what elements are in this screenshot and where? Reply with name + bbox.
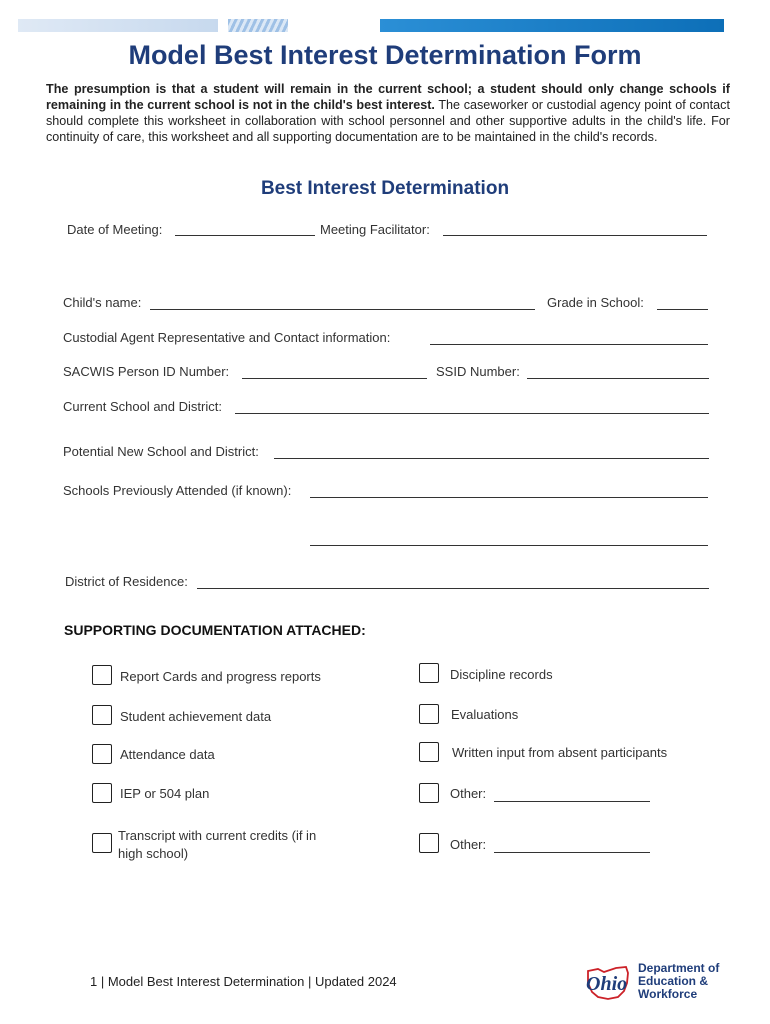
- grade-in-school-field[interactable]: [657, 309, 708, 310]
- ohio-wordmark: Ohio: [586, 973, 628, 995]
- district-residence-field[interactable]: [197, 588, 709, 589]
- logo-line-1: Department of: [638, 961, 720, 975]
- current-school-field[interactable]: [235, 413, 709, 414]
- iep-504-checkbox[interactable]: [92, 783, 112, 803]
- meeting-facilitator-label: Meeting Facilitator:: [320, 222, 430, 237]
- written-input-label: Written input from absent participants: [452, 745, 668, 760]
- intro-text: The caseworker or custodial agency point of contact should complete this worksheet in collaboration with school personnel and other supportive adults in the child's life. For continuity of care, this worksheet and all supporting documentation are to be maintained in the child's records.: [46, 98, 730, 144]
- transcript-label: Transcript with current credits (if in high school): [118, 828, 317, 861]
- evaluations-checkbox[interactable]: [419, 704, 439, 724]
- achievement-data-label: Student achievement data: [120, 709, 272, 724]
- header-bar-left: [18, 19, 218, 32]
- other-2-label: Other:: [450, 837, 487, 852]
- potential-school-field[interactable]: [274, 458, 709, 459]
- custodial-agent-label: Custodial Agent Representative and Contact information:: [63, 330, 391, 345]
- schools-previously-field[interactable]: [310, 497, 708, 498]
- transcript-checkbox[interactable]: [92, 833, 112, 853]
- written-input-checkbox[interactable]: [419, 742, 439, 762]
- intro-bold-text: The presumption is that a student will remain in the current school; a student should only change schools if remaining in the current school is not in the child's best interest.: [46, 82, 730, 112]
- report-cards-label: Report Cards and progress reports: [120, 669, 321, 684]
- district-residence-label: District of Residence:: [65, 574, 188, 589]
- achievement-data-checkbox[interactable]: [92, 705, 112, 725]
- meeting-facilitator-field[interactable]: [443, 235, 707, 236]
- discipline-records-checkbox[interactable]: [419, 663, 439, 683]
- sacwis-id-field[interactable]: [242, 378, 427, 379]
- schools-previously-label: Schools Previously Attended (if known):: [63, 483, 292, 498]
- intro-paragraph: [46, 81, 730, 145]
- ssid-number-label: SSID Number:: [436, 364, 520, 379]
- attendance-data-checkbox[interactable]: [92, 744, 112, 764]
- ohio-dew-logo: [582, 959, 732, 1005]
- childs-name-field[interactable]: [150, 309, 535, 310]
- ohio-state-icon: [582, 959, 638, 1005]
- header-bar-pattern: [228, 19, 288, 32]
- grade-in-school-label: Grade in School:: [547, 295, 644, 310]
- other-1-label: Other:: [450, 786, 487, 801]
- other-2-field[interactable]: [494, 852, 650, 853]
- supporting-docs-heading: SUPPORTING DOCUMENTATION ATTACHED:: [64, 622, 366, 638]
- report-cards-checkbox[interactable]: [92, 665, 112, 685]
- date-of-meeting-field[interactable]: [175, 235, 315, 236]
- page-footer: 1 | Model Best Interest Determination | Updated 2024: [90, 974, 397, 989]
- header-bar-right: [380, 19, 724, 32]
- evaluations-label: Evaluations: [451, 707, 519, 722]
- iep-504-label: IEP or 504 plan: [120, 786, 210, 801]
- schools-previously-field-2[interactable]: [310, 545, 708, 546]
- logo-line-3: Workforce: [638, 987, 698, 1001]
- potential-school-label: Potential New School and District:: [63, 444, 259, 459]
- discipline-records-label: Discipline records: [450, 667, 553, 682]
- ssid-number-field[interactable]: [527, 378, 709, 379]
- logo-line-2: Education &: [638, 974, 709, 988]
- current-school-label: Current School and District:: [63, 399, 222, 414]
- sacwis-id-label: SACWIS Person ID Number:: [63, 364, 230, 379]
- other-1-checkbox[interactable]: [419, 783, 439, 803]
- other-2-checkbox[interactable]: [419, 833, 439, 853]
- date-of-meeting-label: Date of Meeting:: [67, 222, 163, 237]
- section-title: Best Interest Determination: [260, 178, 510, 199]
- custodial-agent-field[interactable]: [430, 344, 708, 345]
- page-title: Model Best Interest Determination Form: [128, 40, 642, 70]
- childs-name-label: Child's name:: [63, 295, 142, 310]
- other-1-field[interactable]: [494, 801, 650, 802]
- attendance-data-label: Attendance data: [120, 747, 215, 762]
